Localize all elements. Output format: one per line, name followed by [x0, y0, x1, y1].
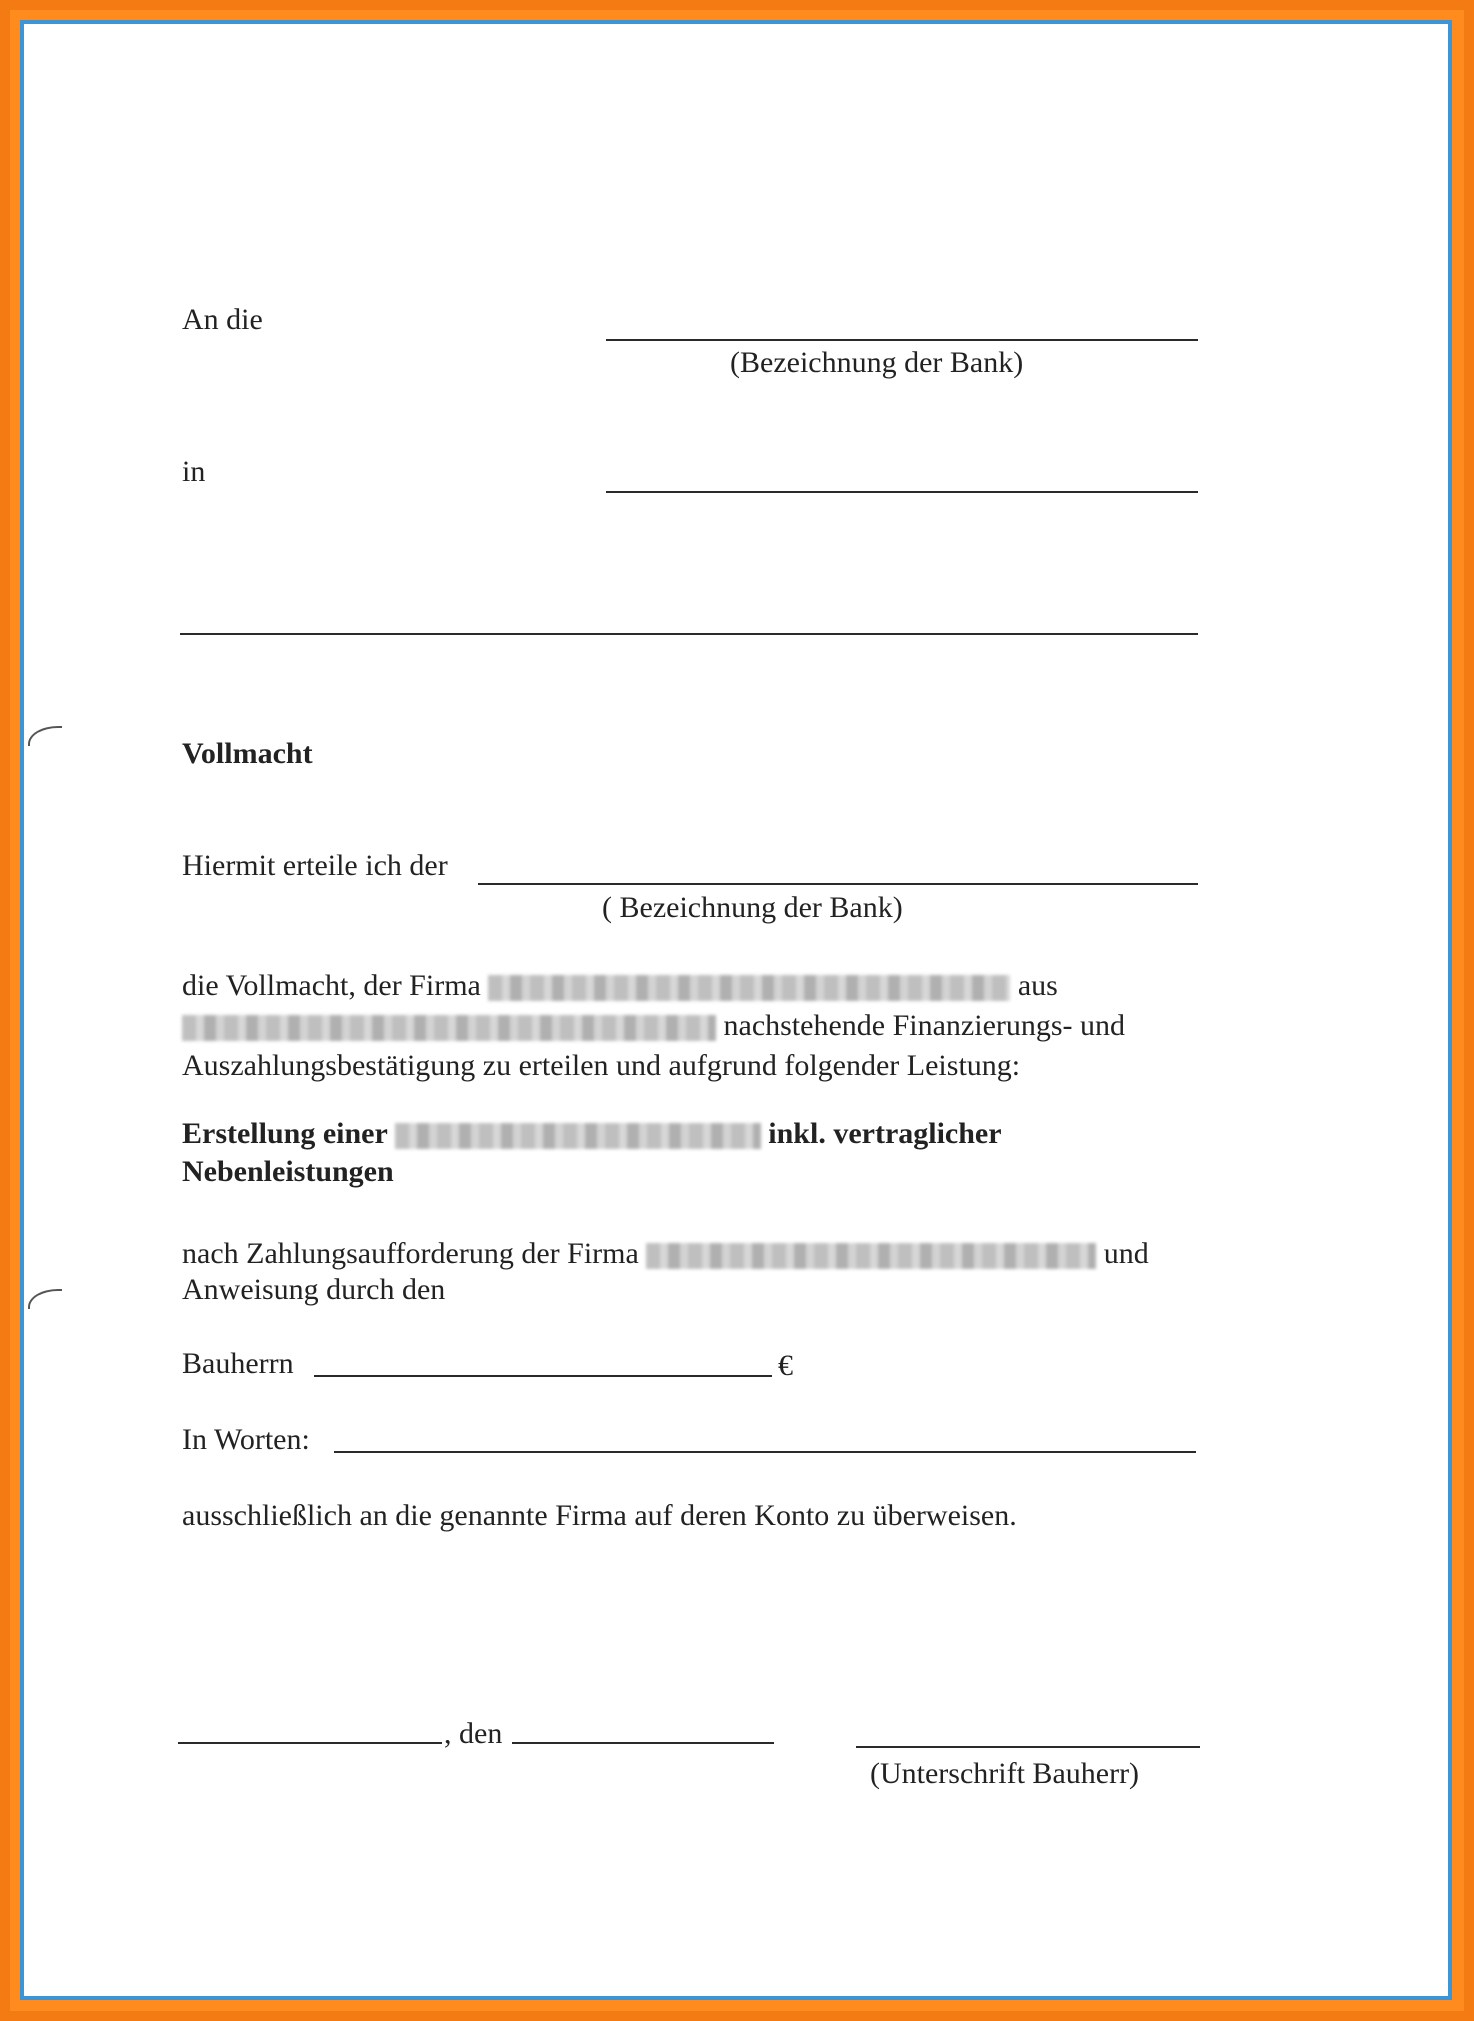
punch-hole-mark — [28, 1289, 62, 1309]
owner-label: Bauherrn — [182, 1347, 294, 1380]
address-line[interactable] — [180, 633, 1198, 635]
service-end: inkl. vertraglicher — [768, 1117, 1002, 1150]
service-start: Erstellung einer — [182, 1117, 388, 1150]
redacted-firm-address — [182, 1015, 716, 1041]
document-title: Vollmacht — [182, 737, 313, 770]
service-line-1 — [182, 1116, 1002, 1152]
redacted-service — [395, 1123, 761, 1149]
payment-line-1 — [182, 1236, 1149, 1272]
payment-start: nach Zahlungsaufforderung der Firma — [182, 1237, 639, 1270]
payment-end: und — [1103, 1237, 1149, 1270]
den-label: , den — [444, 1717, 503, 1750]
body-line-2 — [182, 1008, 1125, 1044]
body-line-3: Auszahlungsbestätigung zu erteilen und aufgrund folgender Leistung: — [182, 1049, 1021, 1082]
document-page — [26, 26, 1446, 1994]
currency-symbol: € — [778, 1349, 793, 1382]
date-line[interactable] — [512, 1742, 774, 1744]
words-label: In Worten: — [182, 1423, 310, 1456]
firm-text: die Vollmacht, der Firma — [182, 969, 481, 1002]
grant-text: Hiermit erteile ich der — [182, 849, 448, 882]
redacted-firm-name — [488, 975, 1010, 1001]
amount-line[interactable] — [314, 1375, 772, 1377]
signature-caption: (Unterschrift Bauherr) — [870, 1757, 1140, 1790]
city-line[interactable] — [606, 491, 1198, 493]
from-text: aus — [1017, 969, 1058, 1002]
redacted-firm-name-2 — [646, 1243, 1096, 1269]
grant-bank-line[interactable] — [478, 883, 1198, 885]
payment-line-2: Anweisung durch den — [182, 1273, 446, 1306]
punch-hole-mark — [28, 726, 62, 746]
financing-text: nachstehende Finanzierungs- und — [723, 1009, 1126, 1042]
transfer-text: ausschließlich an die genannte Firma auf deren Konto zu überweisen. — [182, 1499, 1017, 1532]
bank-name-line[interactable] — [606, 339, 1198, 341]
in-label: in — [182, 455, 206, 488]
body-line-1 — [182, 968, 1058, 1004]
grant-caption: ( Bezeichnung der Bank) — [602, 891, 903, 924]
place-line[interactable] — [178, 1742, 442, 1744]
bank-caption: (Bezeichnung der Bank) — [730, 346, 1024, 379]
to-label: An die — [182, 303, 263, 336]
amount-in-words-line[interactable] — [334, 1451, 1196, 1453]
signature-line[interactable] — [856, 1746, 1200, 1748]
service-line-2: Nebenleistungen — [182, 1155, 394, 1188]
